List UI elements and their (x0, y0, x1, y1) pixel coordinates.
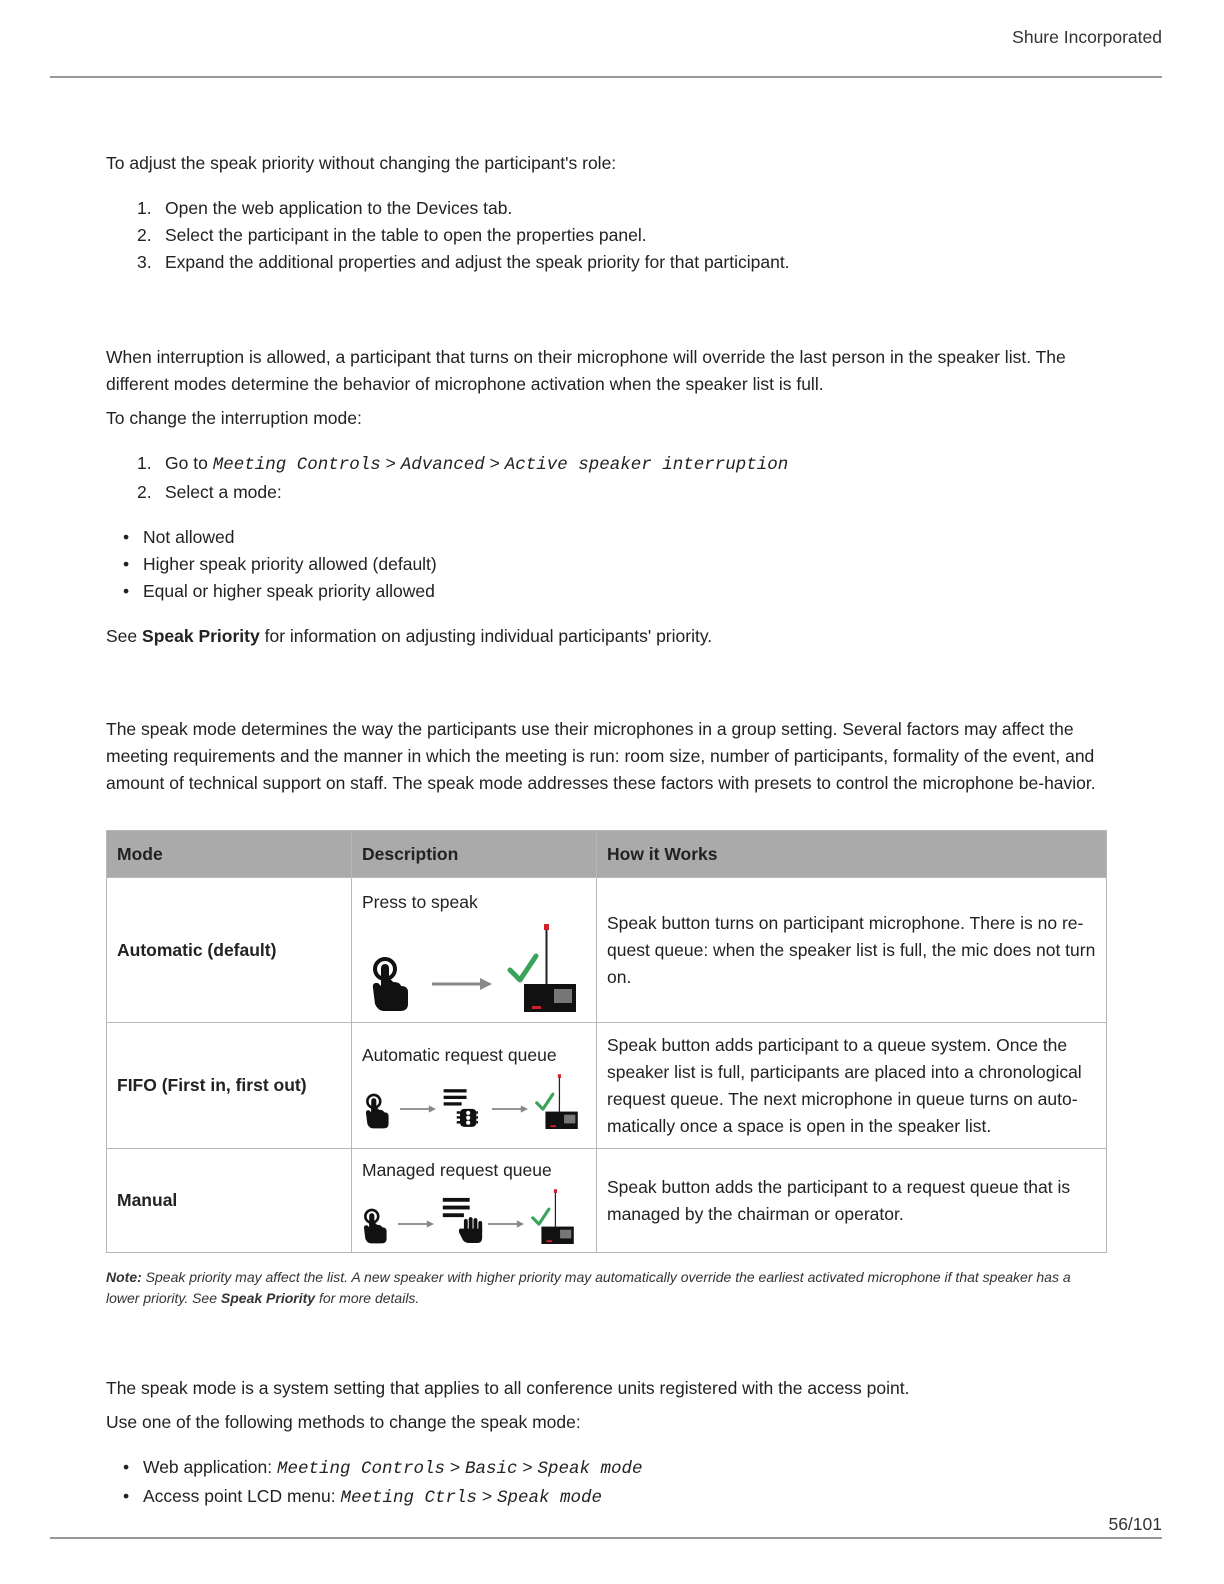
methods-label: Use one of the following methods to change the speak mode: (106, 1412, 581, 1432)
diagram-automatic-queue (362, 1073, 586, 1129)
interruption-steps (106, 450, 1106, 506)
list-item: 3. Expand the additional properties and adjust the speak priority for that participant. (137, 252, 790, 272)
menu-path-basic: Basic (464, 1459, 518, 1479)
arrow-icon (492, 1105, 528, 1113)
page-number: 56/101 (1108, 1514, 1162, 1534)
section-speakmode (106, 716, 1106, 797)
mode-cell: FIFO (First in, first out) (107, 1023, 352, 1149)
header-company: Shure Incorporated (1012, 27, 1162, 47)
menu-path-speak-mode: Speak mode (537, 1459, 643, 1479)
description-label: Automatic request queue (362, 1045, 557, 1065)
arrow-icon (432, 978, 492, 990)
note-speak-priority-link[interactable]: Speak Priority (220, 1290, 316, 1306)
how-it-works-cell: Speak button adds the participant to a request queue that is managed by the chairman or operator. (597, 1149, 1107, 1253)
footer-rule (50, 1537, 1162, 1539)
table-header-row (107, 831, 1107, 878)
menu-path-active-speaker-interruption: Active speaker interruption (504, 455, 789, 475)
microphone-on-icon (506, 922, 576, 1012)
speak-mode-table (106, 830, 1107, 1253)
list-item: 1. Go to Meeting Controls > Advanced > Active speaker interruption (137, 453, 789, 475)
diagram-press-to-speak (362, 922, 586, 1012)
list-item: • Higher speak priority allowed (default) (106, 551, 1106, 578)
section-priority (106, 150, 1106, 276)
list-item: • Not allowed (106, 524, 1106, 551)
press-hand-icon (364, 1093, 390, 1129)
menu-path-meeting-controls: Meeting Controls (276, 1459, 445, 1479)
list-item: 1. Open the web application to the Devices tab. (137, 198, 513, 218)
how-it-works-cell: Speak button adds participant to a queue system. Once the speaker list is full, participants are placed into a chronological request queue. The next microphone in queue turns on auto-matically once a space is open in the speaker list. (597, 1023, 1107, 1149)
change-methods (106, 1454, 1106, 1512)
section-change (106, 1375, 1106, 1512)
column-header-description: Description (352, 831, 597, 878)
press-hand-icon (370, 956, 410, 1012)
speak-priority-link[interactable]: Speak Priority (142, 626, 260, 646)
request-queue-icon (442, 1087, 478, 1129)
change-intro: The speak mode is a system setting that applies to all conference units registered with the access point. (106, 1378, 910, 1398)
interruption-modes (106, 524, 1106, 605)
priority-steps (106, 195, 1106, 276)
table-row (107, 1149, 1107, 1253)
interruption-change-label: To change the interruption mode: (106, 408, 362, 428)
arrow-icon (398, 1220, 434, 1228)
description-cell (352, 1149, 597, 1253)
raised-hand-queue-icon (440, 1196, 484, 1244)
table-row (107, 878, 1107, 1023)
section-interruption (106, 344, 1106, 650)
description-cell (352, 878, 597, 1023)
menu-path-speak-mode: Speak mode (496, 1488, 603, 1508)
menu-path-meeting-ctrls: Meeting Ctrls (340, 1488, 477, 1508)
press-hand-icon (362, 1208, 388, 1244)
list-item: • Access point LCD menu: Meeting Ctrls > Speak mode (106, 1483, 1106, 1512)
list-item: 2. Select the participant in the table to open the properties panel. (137, 225, 647, 245)
column-header-how-it-works: How it Works (597, 831, 1107, 878)
arrow-icon (488, 1220, 524, 1228)
table-row (107, 1023, 1107, 1149)
description-label: Press to speak (362, 891, 478, 912)
list-item: • Equal or higher speak priority allowed (106, 578, 1106, 605)
see-speak-priority: See Speak Priority for information on adjusting individual participants' priority. (106, 626, 713, 646)
description-cell (352, 1023, 597, 1149)
microphone-on-icon (534, 1073, 578, 1129)
column-header-mode: Mode (107, 831, 352, 878)
interruption-intro: When interruption is allowed, a participant that turns on their microphone will override the last person in the speaker list. The different modes determine the behavior of microphone activation when the speaker list is full. (106, 347, 1066, 394)
how-it-works-cell: Speak button turns on participant microphone. There is no re-quest queue: when the speaker list is full, the mic does not turn on. (597, 878, 1107, 1023)
note-label: Note: (106, 1269, 142, 1285)
mode-cell: Automatic (default) (107, 878, 352, 1023)
priority-intro: To adjust the speak priority without changing the participant's role: (106, 153, 617, 173)
mode-cell: Manual (107, 1149, 352, 1253)
menu-path-meeting-controls: Meeting Controls (212, 455, 381, 475)
description-label: Managed request queue (362, 1160, 552, 1180)
header-rule (50, 76, 1162, 78)
speakmode-intro: The speak mode determines the way the participants use their microphones in a group setting. Several factors may affect the meeting requirements and the manner in which the meeting is run: room size, number of participants, formality of the event, and amount of technical support on staff. The speak mode addresses these factors with presets to control the microphone be-havior. (106, 719, 1096, 793)
list-item: • Web application: Meeting Controls > Basic > Speak mode (106, 1454, 1106, 1483)
microphone-on-icon (530, 1188, 574, 1244)
arrow-icon (400, 1105, 436, 1113)
menu-path-advanced: Advanced (400, 455, 485, 475)
list-item: 2. Select a mode: (137, 482, 282, 502)
diagram-managed-queue (362, 1188, 586, 1244)
note: Note: Speak priority may affect the list. A new speaker with higher priority may automatically override the earliest activated microphone if that speaker has a lower priority. See Speak Priority for more details. (106, 1269, 1071, 1306)
